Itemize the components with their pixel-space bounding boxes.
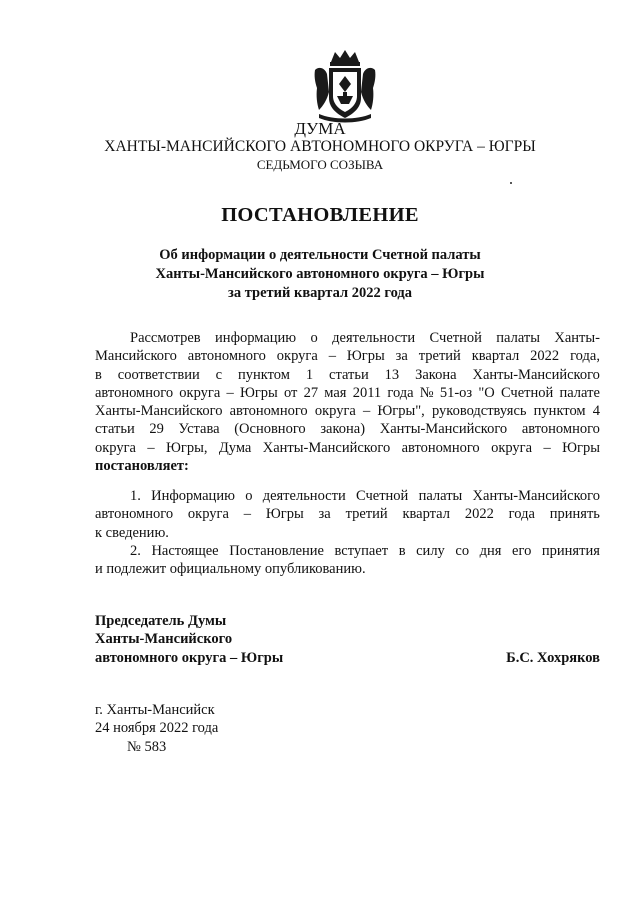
signatory-title-line: автономного округа – Югры <box>95 649 284 666</box>
paragraph-line: статьи 29 Устава (Основного закона) Ханты-Мансийского автономного <box>95 421 600 438</box>
paragraph-line: 1. Информацию о деятельности Счетной палаты Ханты-Мансийского <box>130 488 600 504</box>
resolves-word: постановляет: <box>95 458 189 475</box>
paragraph-line: Ханты-Мансийского автономного округа – Югры", руководствуясь пунктом 4 <box>95 403 600 420</box>
paragraph-line: 2. Настоящее Постановление вступает в силу со дня его принятия <box>130 543 600 559</box>
document-type: ПОСТАНОВЛЕНИЕ <box>221 204 419 226</box>
place: г. Ханты-Мансийск <box>95 702 215 718</box>
place-and-date <box>95 701 218 756</box>
date: 24 ноября 2022 года <box>95 720 219 737</box>
subject-line: Об информации о деятельности Счетной палаты <box>159 247 481 263</box>
region-name: ХАНТЫ-МАНСИЙСКОГО АВТОНОМНОГО ОКРУГА – ЮГРЫ <box>104 138 536 155</box>
item-2-paragraph <box>95 542 600 579</box>
coat-of-arms-emblem <box>313 48 377 124</box>
signatory-title-line: Ханты-Мансийского <box>95 631 233 648</box>
document-subject <box>0 246 640 303</box>
subject-line: Ханты-Мансийского автономного округа – Югры <box>155 266 485 282</box>
paragraph-line: округа – Югры, Дума Ханты-Мансийского автономного округа – Югры <box>95 439 600 456</box>
scan-dot <box>510 182 512 184</box>
paragraph-line: Рассмотрев информацию о деятельности Счетной палаты Ханты- <box>130 330 600 346</box>
paragraph-line: в соответствии с пунктом 1 статьи 13 Закона Ханты-Мансийского <box>95 366 600 383</box>
signatory-title-line: Председатель Думы <box>95 613 227 629</box>
paragraph-line: Мансийского автономного округа – Югры за третий квартал 2022 года, <box>95 348 600 365</box>
item-1-paragraph <box>95 487 600 542</box>
signatory-name: Б.С. Хохряков <box>506 650 600 666</box>
paragraph-line: к сведению. <box>95 524 169 541</box>
subject-line: за третий квартал 2022 года <box>228 285 412 301</box>
document-number: № 583 <box>127 738 167 755</box>
paragraph-line: автономного округа – Югры за третий квартал 2022 года принять <box>95 506 600 523</box>
duma-title: ДУМА <box>294 119 346 138</box>
signatory-title <box>95 612 283 667</box>
preamble-paragraph <box>95 329 600 475</box>
convocation-name: СЕДЬМОГО СОЗЫВА <box>256 157 384 172</box>
paragraph-line: автономного округа – Югры от 27 мая 2011 года № 51-оз "О Счетной палате <box>95 384 600 401</box>
paragraph-line: и подлежит официальному опубликованию. <box>95 561 366 578</box>
